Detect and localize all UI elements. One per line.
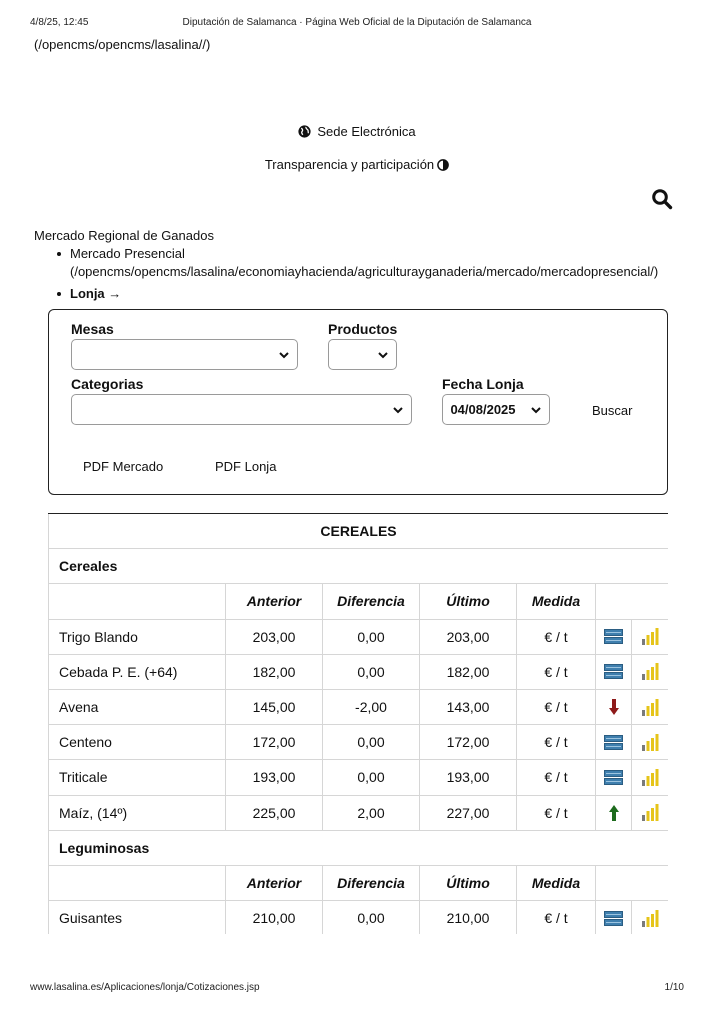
ultimo-value: 193,00 xyxy=(420,760,517,795)
trend-cell xyxy=(596,619,632,654)
product-name: Maíz, (14º) xyxy=(49,795,226,830)
bar-chart-icon[interactable] xyxy=(641,663,659,680)
mesas-select[interactable] xyxy=(71,339,298,370)
trend-cell xyxy=(596,901,632,934)
medida-value: € / t xyxy=(517,901,596,934)
trend-cell xyxy=(596,654,632,689)
anterior-value: 210,00 xyxy=(226,901,323,934)
product-column-header xyxy=(49,865,226,900)
medida-value: € / t xyxy=(517,654,596,689)
equal-trend-icon xyxy=(604,770,623,785)
chart-link-cell[interactable] xyxy=(632,760,669,795)
buscar-button[interactable]: Buscar xyxy=(592,403,633,418)
print-url: www.lasalina.es/Aplicaciones/lonja/Cotizaciones.jsp xyxy=(30,982,260,993)
ultimo-value: 210,00 xyxy=(420,901,517,934)
diferencia-value: 0,00 xyxy=(323,654,420,689)
filter-form xyxy=(48,309,668,495)
anterior-value: 145,00 xyxy=(226,689,323,724)
column-header: Anterior xyxy=(226,584,323,619)
print-header xyxy=(30,17,684,31)
group-row xyxy=(49,549,669,584)
fecha-lonja-label: Fecha Lonja xyxy=(442,376,524,392)
productos-select[interactable] xyxy=(328,339,397,370)
ultimo-value: 172,00 xyxy=(420,725,517,760)
product-name: Triticale xyxy=(49,760,226,795)
column-header-row xyxy=(49,584,669,619)
table-row xyxy=(49,795,669,830)
search-icon[interactable] xyxy=(651,188,673,210)
down-arrow-icon xyxy=(608,698,620,716)
productos-label: Productos xyxy=(328,321,398,337)
cotizaciones-table xyxy=(48,513,668,934)
bar-chart-icon[interactable] xyxy=(641,699,659,716)
anterior-value: 193,00 xyxy=(226,760,323,795)
chart-link-cell[interactable] xyxy=(632,725,669,760)
chevron-down-icon xyxy=(378,350,388,360)
trend-cell xyxy=(596,795,632,830)
bar-chart-icon[interactable] xyxy=(641,804,659,821)
column-header: Medida xyxy=(517,584,596,619)
bar-chart-icon[interactable] xyxy=(641,734,659,751)
logo-link[interactable]: (/opencms/opencms/lasalina//) xyxy=(34,37,211,52)
categorias-label: Categorias xyxy=(71,376,144,392)
chart-link-cell[interactable] xyxy=(632,795,669,830)
bar-chart-icon[interactable] xyxy=(641,910,659,927)
column-header-row xyxy=(49,865,669,900)
chart-link-cell[interactable] xyxy=(632,901,669,934)
chart-link-cell[interactable] xyxy=(632,619,669,654)
group-row xyxy=(49,830,669,865)
transparencia-label: Transparencia y participación xyxy=(264,157,435,172)
breadcrumb-item-lonja[interactable]: Lonja → xyxy=(54,285,674,303)
pdf-lonja-link[interactable]: PDF Lonja xyxy=(215,459,277,474)
product-name: Guisantes xyxy=(49,901,226,934)
breadcrumb-title: Mercado Regional de Ganados xyxy=(34,228,214,243)
bar-chart-icon[interactable] xyxy=(641,769,659,786)
anterior-value: 182,00 xyxy=(226,654,323,689)
trend-cell xyxy=(596,725,632,760)
mesas-label: Mesas xyxy=(71,321,114,337)
trend-cell xyxy=(596,689,632,724)
print-title: Diputación de Salamanca · Página Web Oficial de la Diputación de Salamanca xyxy=(182,17,532,28)
up-arrow-icon xyxy=(608,804,620,822)
globe-icon xyxy=(298,125,311,138)
ultimo-value: 143,00 xyxy=(420,689,517,724)
column-header: Último xyxy=(420,584,517,619)
sede-label: Sede Electrónica xyxy=(317,124,416,139)
diferencia-value: 0,00 xyxy=(323,760,420,795)
breadcrumb-item-mercado-presencial[interactable] xyxy=(54,245,674,281)
fecha-lonja-select[interactable] xyxy=(442,394,550,425)
ultimo-value: 182,00 xyxy=(420,654,517,689)
column-header: Diferencia xyxy=(323,584,420,619)
medida-value: € / t xyxy=(517,689,596,724)
medida-value: € / t xyxy=(517,619,596,654)
print-page-number: 1/10 xyxy=(664,982,684,993)
anterior-value: 225,00 xyxy=(226,795,323,830)
ultimo-value: 227,00 xyxy=(420,795,517,830)
transparencia-link[interactable] xyxy=(0,157,714,172)
trend-cell xyxy=(596,760,632,795)
anterior-value: 203,00 xyxy=(226,619,323,654)
table-row xyxy=(49,689,669,724)
icons-column-header xyxy=(596,584,669,619)
ultimo-value: 203,00 xyxy=(420,619,517,654)
categorias-select[interactable] xyxy=(71,394,412,425)
diferencia-value: 2,00 xyxy=(323,795,420,830)
print-footer xyxy=(30,982,684,993)
cotizaciones-table-wrap xyxy=(48,513,668,934)
column-header: Medida xyxy=(517,865,596,900)
chevron-down-icon xyxy=(393,405,403,415)
equal-trend-icon xyxy=(604,911,623,926)
chart-link-cell[interactable] xyxy=(632,654,669,689)
equal-trend-icon xyxy=(604,629,623,644)
section-title: CEREALES xyxy=(49,514,669,549)
medida-value: € / t xyxy=(517,725,596,760)
breadcrumb xyxy=(54,245,674,303)
table-row xyxy=(49,901,669,934)
anterior-value: 172,00 xyxy=(226,725,323,760)
pdf-mercado-link[interactable]: PDF Mercado xyxy=(83,459,164,474)
diferencia-value: -2,00 xyxy=(323,689,420,724)
bar-chart-icon[interactable] xyxy=(641,628,659,645)
print-date: 4/8/25, 12:45 xyxy=(30,17,89,28)
diferencia-value: 0,00 xyxy=(323,901,420,934)
contrast-icon xyxy=(437,159,449,171)
medida-value: € / t xyxy=(517,795,596,830)
sede-electronica-link[interactable] xyxy=(0,124,714,139)
section-row xyxy=(49,514,669,549)
group-title: Leguminosas xyxy=(49,830,669,865)
diferencia-value: 0,00 xyxy=(323,725,420,760)
chevron-down-icon xyxy=(279,350,289,360)
product-name: Centeno xyxy=(49,725,226,760)
chart-link-cell[interactable] xyxy=(632,689,669,724)
product-name: Trigo Blando xyxy=(49,619,226,654)
group-title: Cereales xyxy=(49,549,669,584)
equal-trend-icon xyxy=(604,664,623,679)
diferencia-value: 0,00 xyxy=(323,619,420,654)
column-header: Diferencia xyxy=(323,865,420,900)
table-row xyxy=(49,760,669,795)
column-header: Último xyxy=(420,865,517,900)
table-row xyxy=(49,619,669,654)
table-row xyxy=(49,654,669,689)
medida-value: € / t xyxy=(517,760,596,795)
fecha-lonja-value: 04/08/2025 xyxy=(450,402,516,417)
icons-column-header xyxy=(596,865,669,900)
mercado-presencial-link[interactable] xyxy=(70,246,658,279)
table-row xyxy=(49,725,669,760)
product-name: Avena xyxy=(49,689,226,724)
product-name: Cebada P. E. (+64) xyxy=(49,654,226,689)
mercado-presencial-url: (/opencms/opencms/lasalina/economiayhacienda/agriculturayganaderia/mercado/mercadopresencial/) xyxy=(70,264,659,279)
column-header: Anterior xyxy=(226,865,323,900)
equal-trend-icon xyxy=(604,735,623,750)
product-column-header xyxy=(49,584,226,619)
chevron-down-icon xyxy=(531,405,541,415)
mercado-presencial-label: Mercado Presencial xyxy=(70,246,185,261)
